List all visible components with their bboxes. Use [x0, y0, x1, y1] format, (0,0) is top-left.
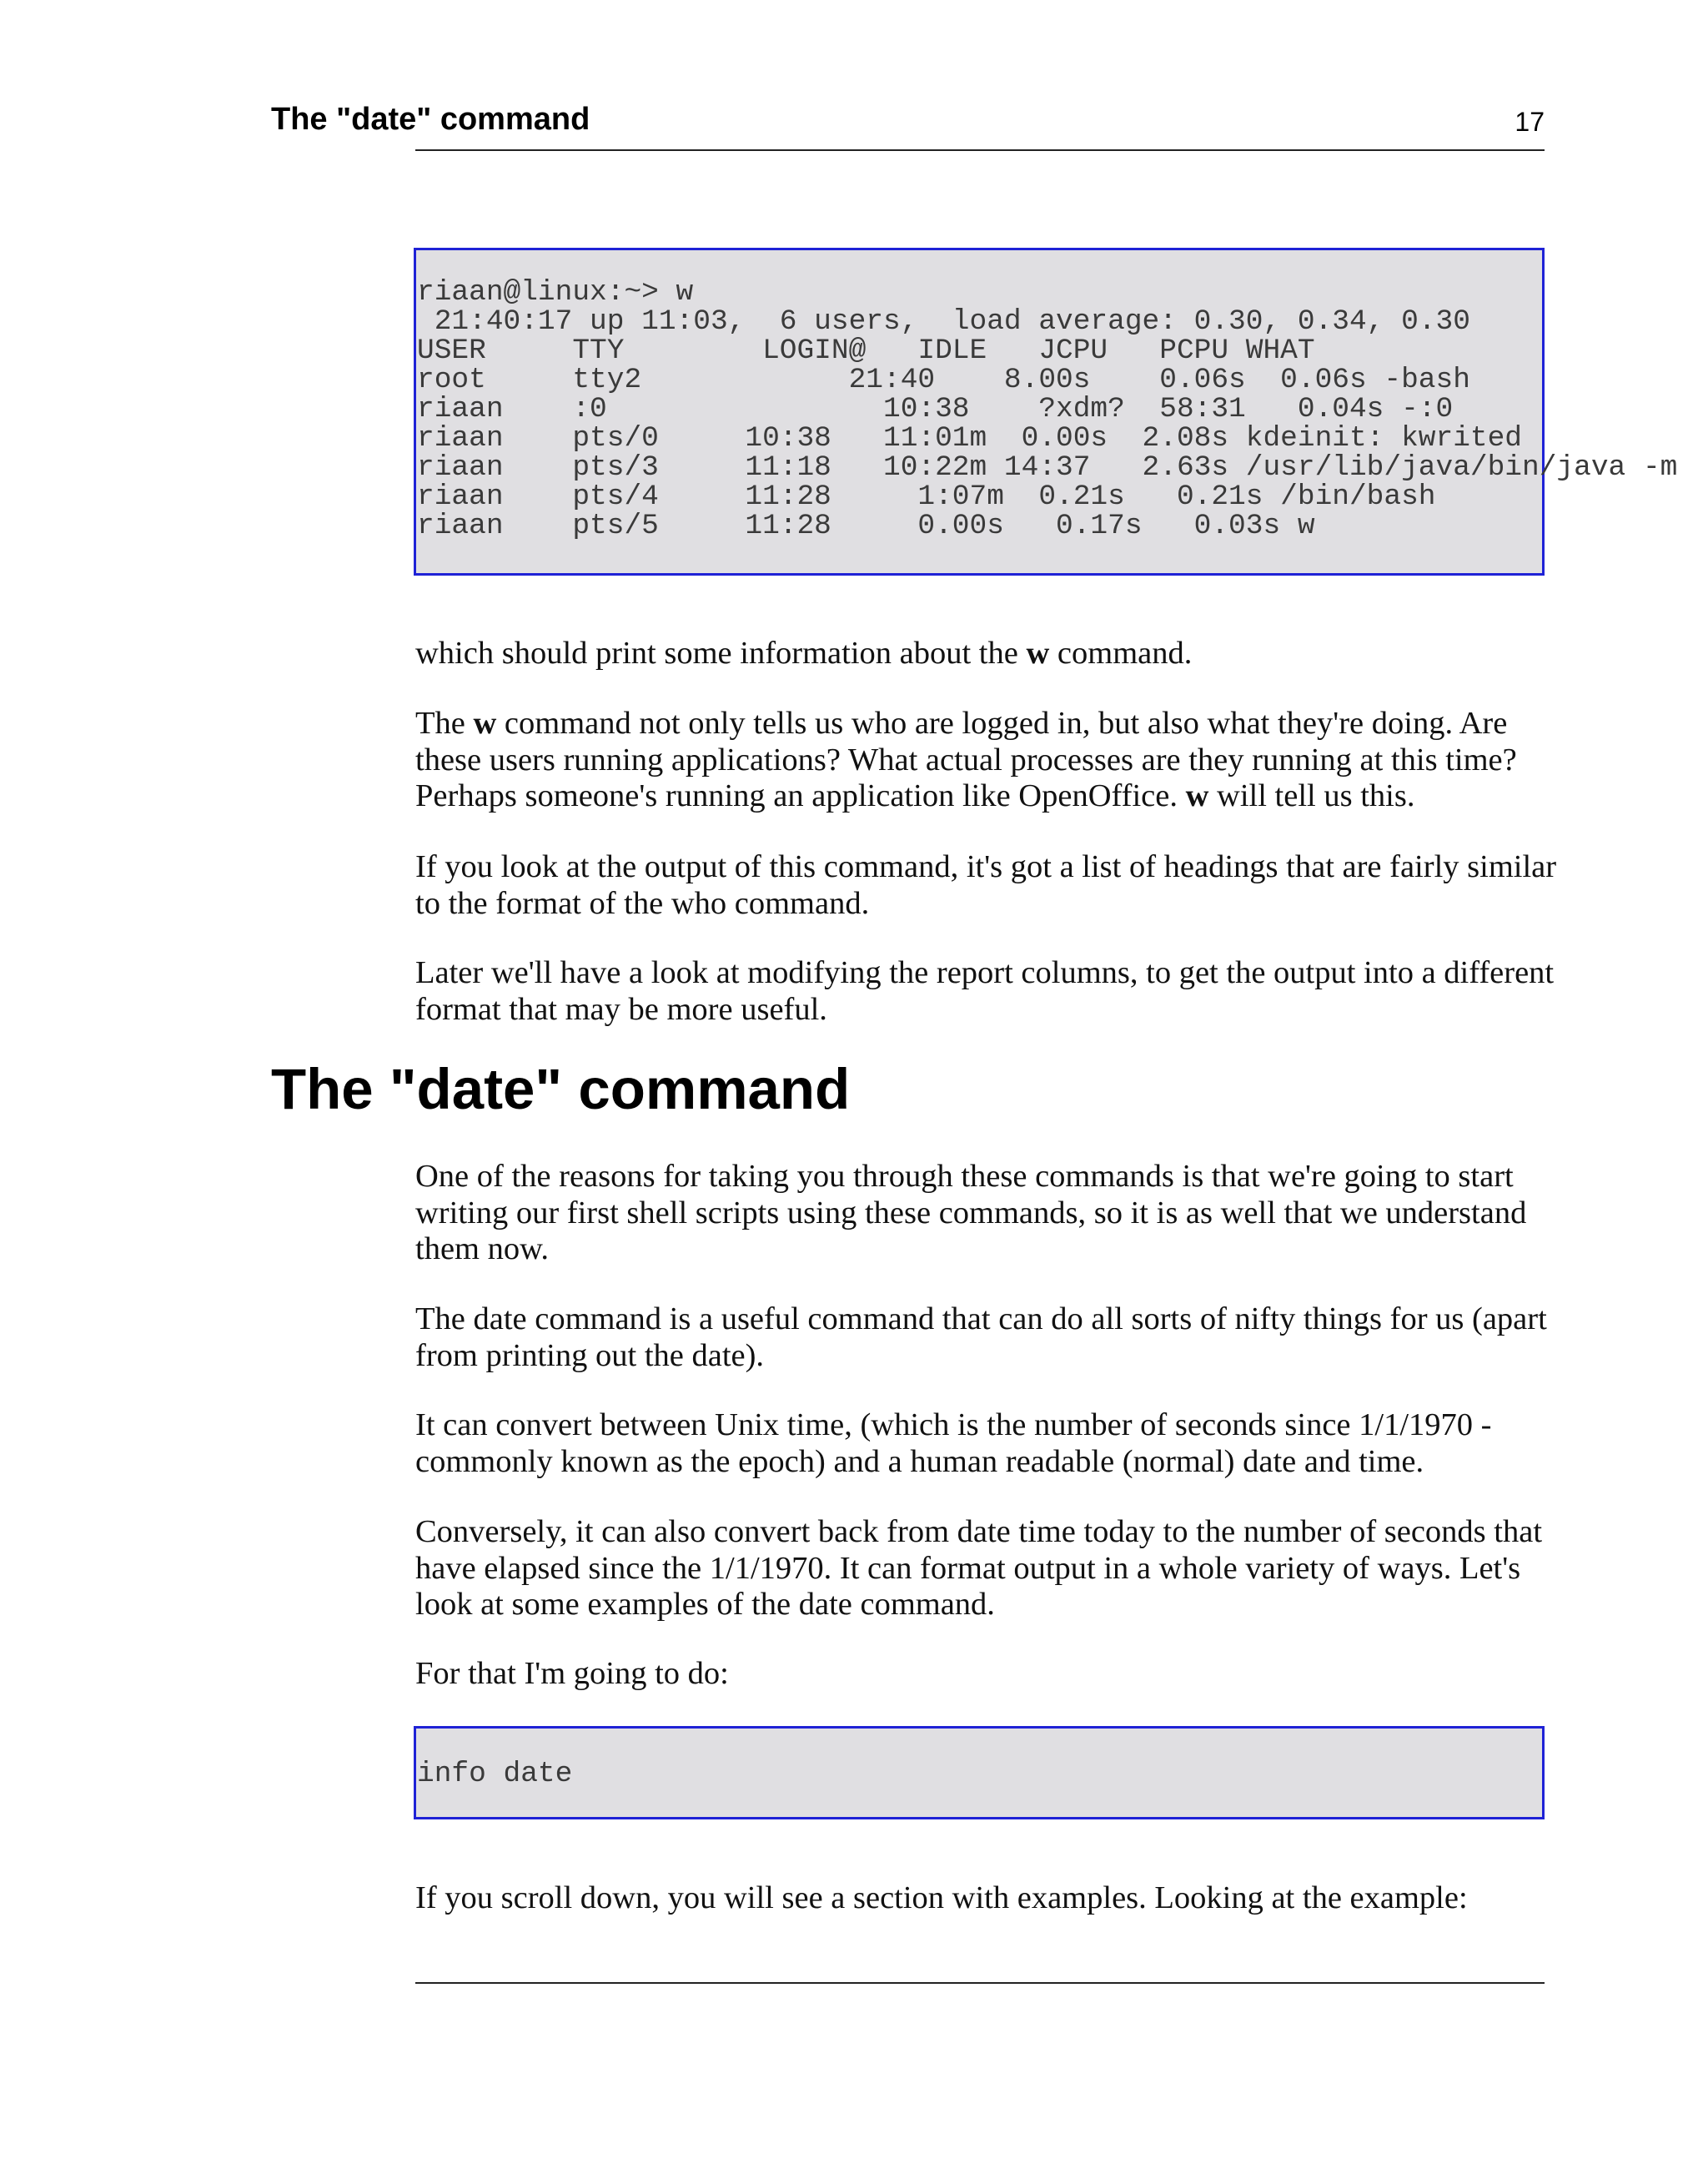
code-line: riaan :0 10:38 ?xdm? 58:31 0.04s -:0 — [417, 393, 1454, 425]
paragraph-scroll-down: If you scroll down, you will see a section with examples. Looking at the example: — [415, 1880, 1468, 1915]
paragraph-w-info — [415, 636, 1566, 672]
paragraph-reasons: One of the reasons for taking you through these commands is that we're going to start writing our first shell scripts using these commands, so it is as well that we understand them now. — [415, 1159, 1527, 1266]
running-header-title: The "date" command — [271, 102, 590, 137]
code-line: 21:40:17 up 11:03, 6 users, load average: 0.30, 0.34, 0.30 — [417, 305, 1470, 338]
code-line: info date — [417, 1758, 573, 1790]
footer-divider — [415, 1982, 1545, 1984]
paragraph-output-headings: If you look at the output of this command, it's got a list of headings that are fairly similar to the format of the who command. — [415, 849, 1557, 921]
page-number: 17 — [1515, 107, 1545, 137]
header-divider — [415, 149, 1545, 151]
paragraph-date-useful: The date command is a useful command that can do all sorts of nifty things for us (apart from printing out the date). — [415, 1301, 1547, 1373]
code-line: riaan pts/4 11:28 1:07m 0.21s 0.21s /bin/bash — [417, 481, 1436, 513]
bold-command-name: w — [473, 706, 497, 741]
code-line: riaan pts/3 11:18 10:22m 14:37 2.63s /usr/lib/java/bin/java -m — [417, 451, 1678, 484]
text-run: which should print some information about the — [415, 636, 1027, 671]
text-run: The — [415, 706, 474, 741]
text-run: command. — [1049, 636, 1193, 671]
code-line: root tty2 21:40 8.00s 0.06s 0.06s -bash — [417, 364, 1470, 396]
paragraph-for-that: For that I'm going to do: — [415, 1656, 729, 1691]
info-date-code-block — [414, 1726, 1545, 1819]
code-line: riaan@linux:~> w — [417, 276, 694, 309]
code-line: riaan pts/5 11:28 0.00s 0.17s 0.03s w — [417, 510, 1315, 542]
w-command-code-block — [414, 248, 1678, 576]
paragraph-conversely: Conversely, it can also convert back from date time today to the number of seconds that have elapsed since the 1/1/1970. It can format output in a whole variety of ways. Let's look at some examples of the date command. — [415, 1514, 1543, 1622]
paragraph-w-description — [415, 706, 1566, 815]
code-lines — [417, 278, 1677, 541]
code-line: USER TTY LOGIN@ IDLE JCPU PCPU WHAT — [417, 335, 1315, 367]
paragraph-report-columns: Later we'll have a look at modifying the report columns, to get the output into a different format that may be more useful. — [415, 955, 1555, 1027]
paragraph-unix-time: It can convert between Unix time, (which is the number of seconds since 1/1/1970 - commonly known as the epoch) and a human readable (normal) date and time. — [415, 1407, 1492, 1479]
bold-command-name: w — [1026, 636, 1050, 671]
section-heading: The "date" command — [271, 1057, 851, 1121]
text-run: will tell us this. — [1208, 778, 1415, 813]
text-run: command not only tells us who are logged in, but also what they're doing. Are these users running applications? What actual processes are they running at this time? Perhaps someone's running an application like OpenOffice. — [415, 706, 1517, 813]
bold-command-name: w — [1185, 778, 1209, 813]
code-line: riaan pts/0 10:38 11:01m 0.00s 2.08s kdeinit: kwrited — [417, 422, 1523, 455]
